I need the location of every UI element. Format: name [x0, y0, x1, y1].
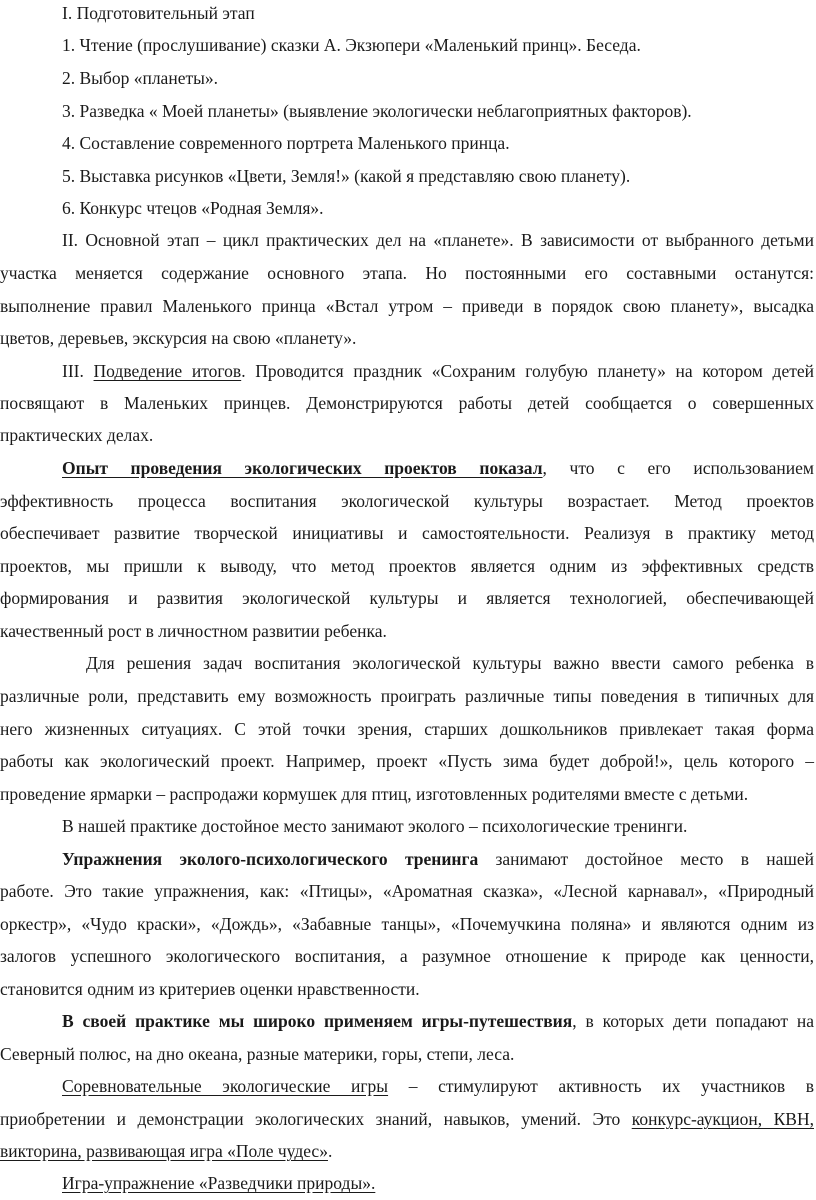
roles-line-1: [86, 652, 814, 674]
text: выполнение правил Маленького принца «Встал утром – приведи в порядок свою планету», высадка: [0, 296, 814, 316]
heading-prep-stage: [62, 2, 662, 24]
text: . Проводится праздник «Сохраним голубую планету» на котором детей: [241, 361, 814, 381]
list-item-4: [62, 132, 662, 154]
projects-line-3: [0, 522, 814, 544]
exercises-line-1: [62, 848, 814, 870]
text: цветов, деревьев, экскурсия на свою «планету».: [0, 328, 357, 348]
text: качественный рост в личностном развитии ребенка.: [0, 621, 387, 641]
exercises-line-4: [0, 945, 814, 967]
list-item-5: [62, 165, 762, 187]
summary-stage-line-2: [0, 392, 814, 414]
text: 1. Чтение (прослушивание) сказки А. Экзюпери «Маленький принц». Беседа.: [62, 35, 641, 55]
travel-games-heading: В своей практике мы широко применяем игры-путешествия: [62, 1011, 573, 1031]
text: участка меняется содержание основного этапа. Но постоянными его составными останутся:: [0, 263, 814, 283]
exercises-line-2: [0, 880, 814, 902]
summary-stage-line-3: [0, 424, 814, 446]
text: приобретении и демонстрации экологических знаний, навыков, умений. Это: [0, 1109, 632, 1129]
projects-line-5: [0, 587, 814, 609]
text: , в которых дети попадают на: [572, 1011, 814, 1031]
projects-line-1: [62, 457, 814, 479]
text: формирования и развития экологической культуры и является технологией, обеспечивающей: [0, 588, 814, 608]
text: 6. Конкурс чтецов «Родная Земля».: [62, 198, 324, 218]
list-item-2: [62, 67, 562, 89]
competition-heading: Соревновательные экологические игры: [62, 1076, 389, 1096]
scouts-exercise-heading: [62, 1172, 662, 1194]
text: эффективность процесса воспитания экологической культуры возрастает. Метод проектов: [0, 491, 814, 511]
roles-line-5: [0, 783, 814, 805]
text: .: [327, 1141, 333, 1161]
text: проведение ярмарки – распродажи кормушек для птиц, изготовленных родителями вместе с детьми.: [0, 784, 749, 804]
travel-games-line-1: [62, 1010, 814, 1032]
text: Для решения задач воспитания экологической культуры важно ввести самого ребенка в: [86, 653, 814, 673]
projects-line-2: [0, 490, 814, 512]
text: проектов, мы пришли к выводу, что метод проектов является одним из эффективных средств: [0, 556, 814, 576]
text: работы как экологический проект. Например, проект «Пусть зима будет доброй!», цель которого –: [0, 751, 814, 771]
text: посвящают в Маленьких принцев. Демонстрируются работы детей сообщается о совершенных: [0, 393, 814, 413]
scouts-heading: Игра-упражнение «Разведчики природы».: [62, 1173, 376, 1193]
competition-line-2: [0, 1108, 814, 1130]
text: различные роли, представить ему возможность проиграть различные типы поведения в типичных для: [0, 686, 814, 706]
text: 3. Разведка « Моей планеты» (выявление экологически неблагоприятных факторов).: [62, 101, 692, 121]
list-item-6: [62, 197, 562, 219]
projects-line-6: [0, 620, 814, 642]
competition-line-1: [62, 1075, 814, 1097]
text: становится одним из критериев оценки нравственности.: [0, 979, 420, 999]
text: практических делах.: [0, 425, 154, 445]
text: обеспечивает развитие творческой инициативы и самостоятельности. Реализуя в практику метод: [0, 523, 814, 543]
text: В нашей практике достойное место занимают эколого – психологические тренинги.: [62, 816, 688, 836]
list-item-1: [62, 34, 762, 56]
projects-line-4: [0, 555, 814, 577]
projects-heading: Опыт проведения экологических проектов показал: [62, 458, 543, 478]
text: 5. Выставка рисунков «Цвети, Земля!» (какой я представляю свою планету).: [62, 166, 631, 186]
text: I. Подготовительный этап: [62, 3, 255, 23]
competition-line-3: [0, 1140, 814, 1162]
text: него жизненных ситуациях. С этой точки зрения, старших дошкольников привлекает такая форма: [0, 719, 814, 739]
text: III.: [62, 361, 94, 381]
text: залогов успешного экологического воспитания, а разумное отношение к природе как ценности,: [0, 946, 814, 966]
main-stage-line-3: [0, 295, 814, 317]
roles-line-3: [0, 718, 814, 740]
exercises-heading: Упражнения эколого-психологического тренинга: [62, 849, 479, 869]
text: работе. Это такие упражнения, как: «Птицы», «Ароматная сказка», «Лесной карнавал», «Природный: [0, 881, 814, 901]
roles-line-2: [0, 685, 814, 707]
competition-examples-cont: викторина, развивающая игра «Поле чудес»: [0, 1141, 328, 1161]
trainings-line: [62, 815, 814, 837]
text: оркестр», «Чудо краски», «Дождь», «Забавные танцы», «Почемучкина поляна» и являются одним из: [0, 914, 814, 934]
main-stage-line-1: [62, 229, 814, 251]
summary-underline: Подведение итогов: [93, 361, 242, 381]
exercises-line-5: [0, 978, 814, 1000]
roles-line-4: [0, 750, 814, 772]
list-item-3: [62, 100, 802, 122]
competition-examples: конкурс-аукцион, КВН,: [631, 1109, 814, 1129]
text: , что с его использованием: [542, 458, 814, 478]
travel-games-line-2: [0, 1043, 814, 1065]
summary-stage-line-1: [62, 360, 814, 382]
text: 4. Составление современного портрета Маленького принца.: [62, 133, 510, 153]
text: 2. Выбор «планеты».: [62, 68, 218, 88]
main-stage-line-2: [0, 262, 814, 284]
exercises-line-3: [0, 913, 814, 935]
text: – стимулируют активность их участников в: [388, 1076, 814, 1096]
text: занимают достойное место в нашей: [478, 849, 815, 869]
main-stage-line-4: [0, 327, 814, 349]
text: II. Основной этап – цикл практических дел на «планете». В зависимости от выбранного детьми: [62, 230, 814, 250]
text: Северный полюс, на дно океана, разные материки, горы, степи, леса.: [0, 1044, 515, 1064]
